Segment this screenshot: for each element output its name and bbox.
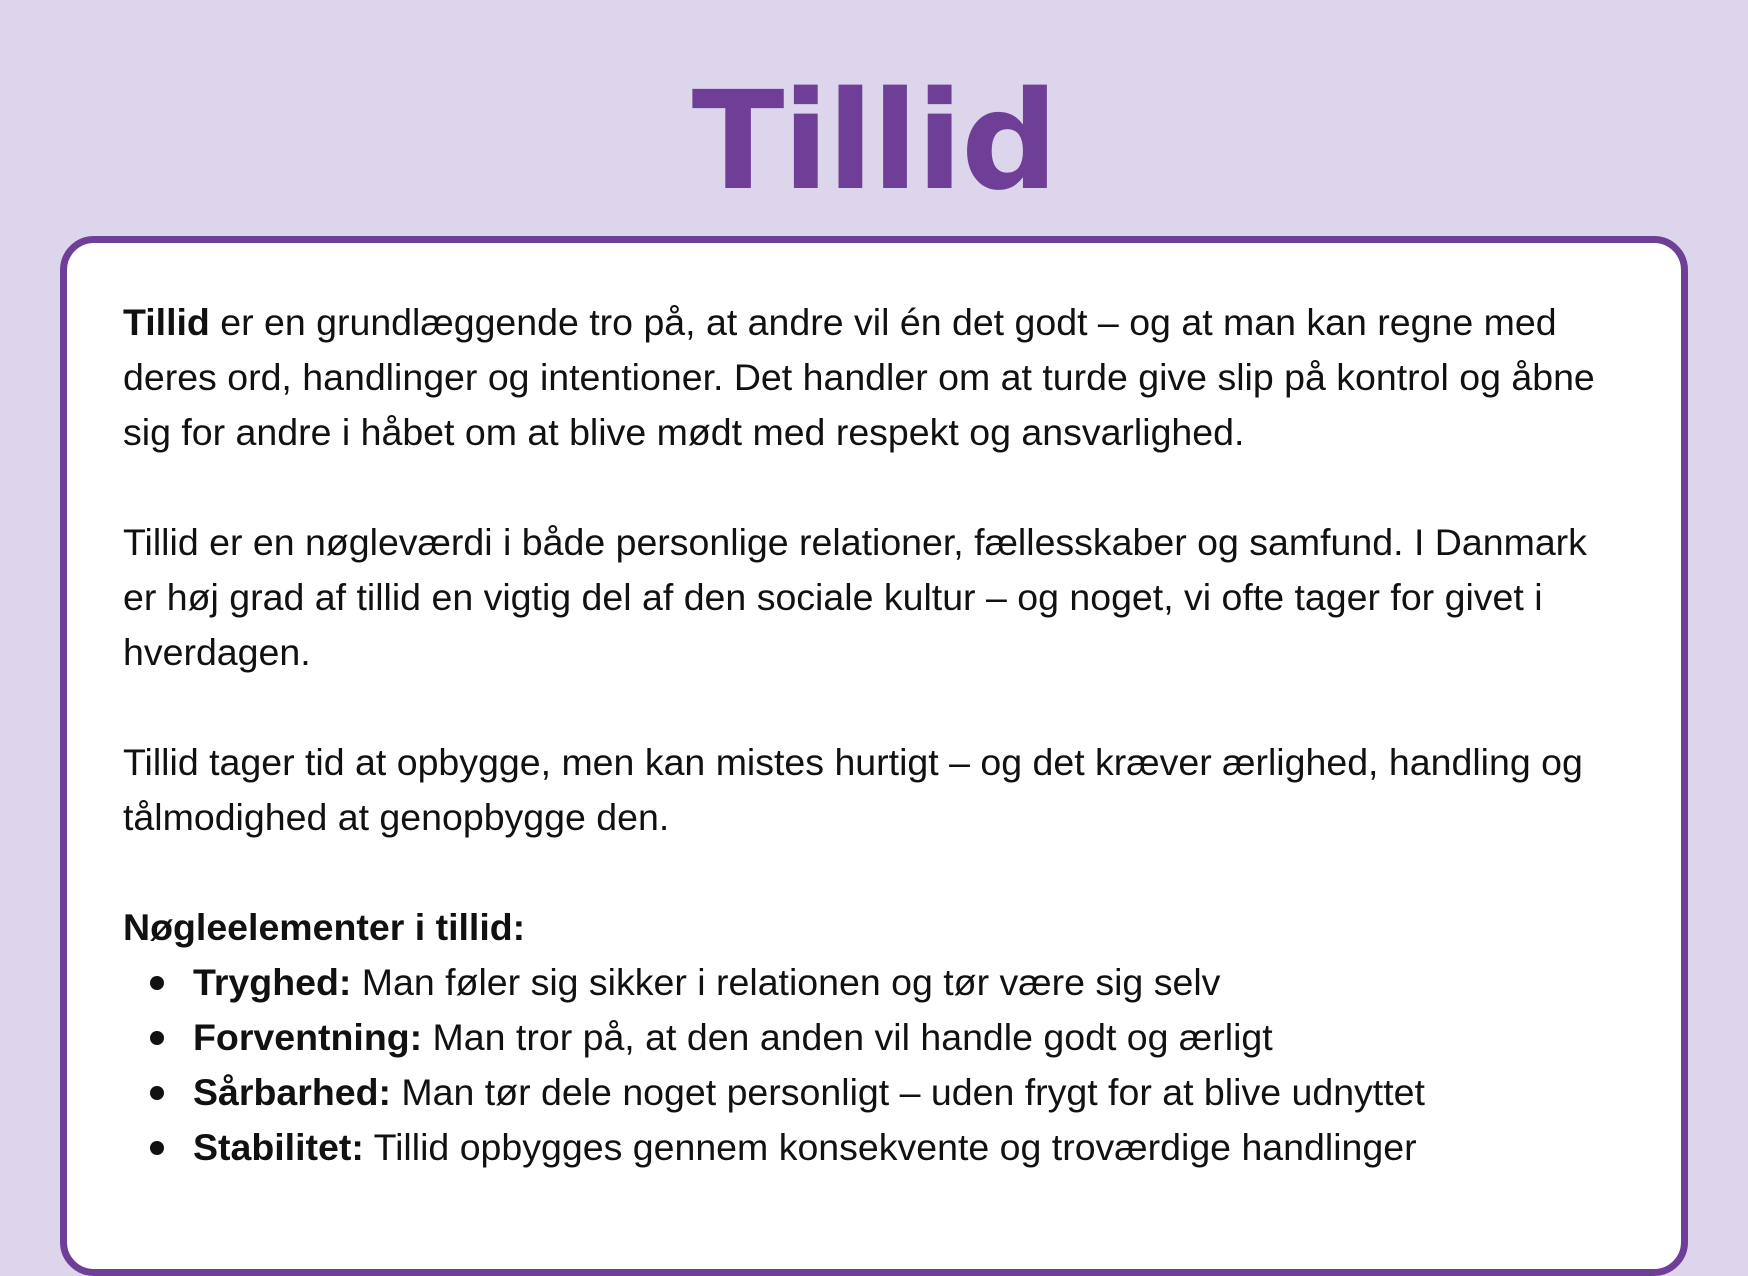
list-item xyxy=(123,1065,1625,1120)
bullet-icon xyxy=(150,976,164,990)
intro-paragraph xyxy=(123,295,1625,460)
list-item-text: Man føler sig sikker i relationen og tør være sig selv xyxy=(351,961,1221,1003)
content-card xyxy=(60,236,1688,1276)
list-item-text: Man tror på, at den anden vil handle godt og ærligt xyxy=(422,1016,1273,1058)
paragraph-rebuild: Tillid tager tid at opbygge, men kan mistes hurtigt – og det kræver ærlighed, handling og tålmodighed at genopbygge den. xyxy=(123,741,1583,838)
intro-text: er en grundlæggende tro på, at andre vil én det godt – og at man kan regne med deres ord, handlinger og intentioner. Det handler om at turde give slip på kontrol og åbne sig for andre i håbet om at blive mødt med respekt og ansvarlighed. xyxy=(123,301,1595,453)
page-title: Tillid xyxy=(691,63,1057,221)
key-elements-heading: Nøgleelementer i tillid: xyxy=(123,906,526,948)
bullet-icon xyxy=(150,1031,164,1045)
key-elements-list xyxy=(123,955,1625,1175)
list-item-term: Stabilitet: xyxy=(193,1126,364,1168)
bullet-icon xyxy=(150,1086,164,1100)
list-item xyxy=(123,1010,1625,1065)
list-item xyxy=(123,1120,1625,1175)
list-item-term: Tryghed: xyxy=(193,961,352,1003)
paragraph-culture: Tillid er en nøgleværdi i både personlige relationer, fællesskaber og samfund. I Danmark er høj grad af tillid en vigtig del af den sociale kultur – og noget, vi ofte tager for givet i hverdagen. xyxy=(123,521,1587,673)
intro-bold-lead: Tillid xyxy=(123,301,210,343)
list-item-term: Forventning: xyxy=(193,1016,423,1058)
list-item xyxy=(123,955,1625,1010)
list-item-text: Tillid opbygges gennem konsekvente og troværdige handlinger xyxy=(363,1126,1417,1168)
list-item-term: Sårbarhed: xyxy=(193,1071,391,1113)
list-item-text: Man tør dele noget personligt – uden frygt for at blive udnyttet xyxy=(390,1071,1425,1113)
bullet-icon xyxy=(150,1141,164,1155)
